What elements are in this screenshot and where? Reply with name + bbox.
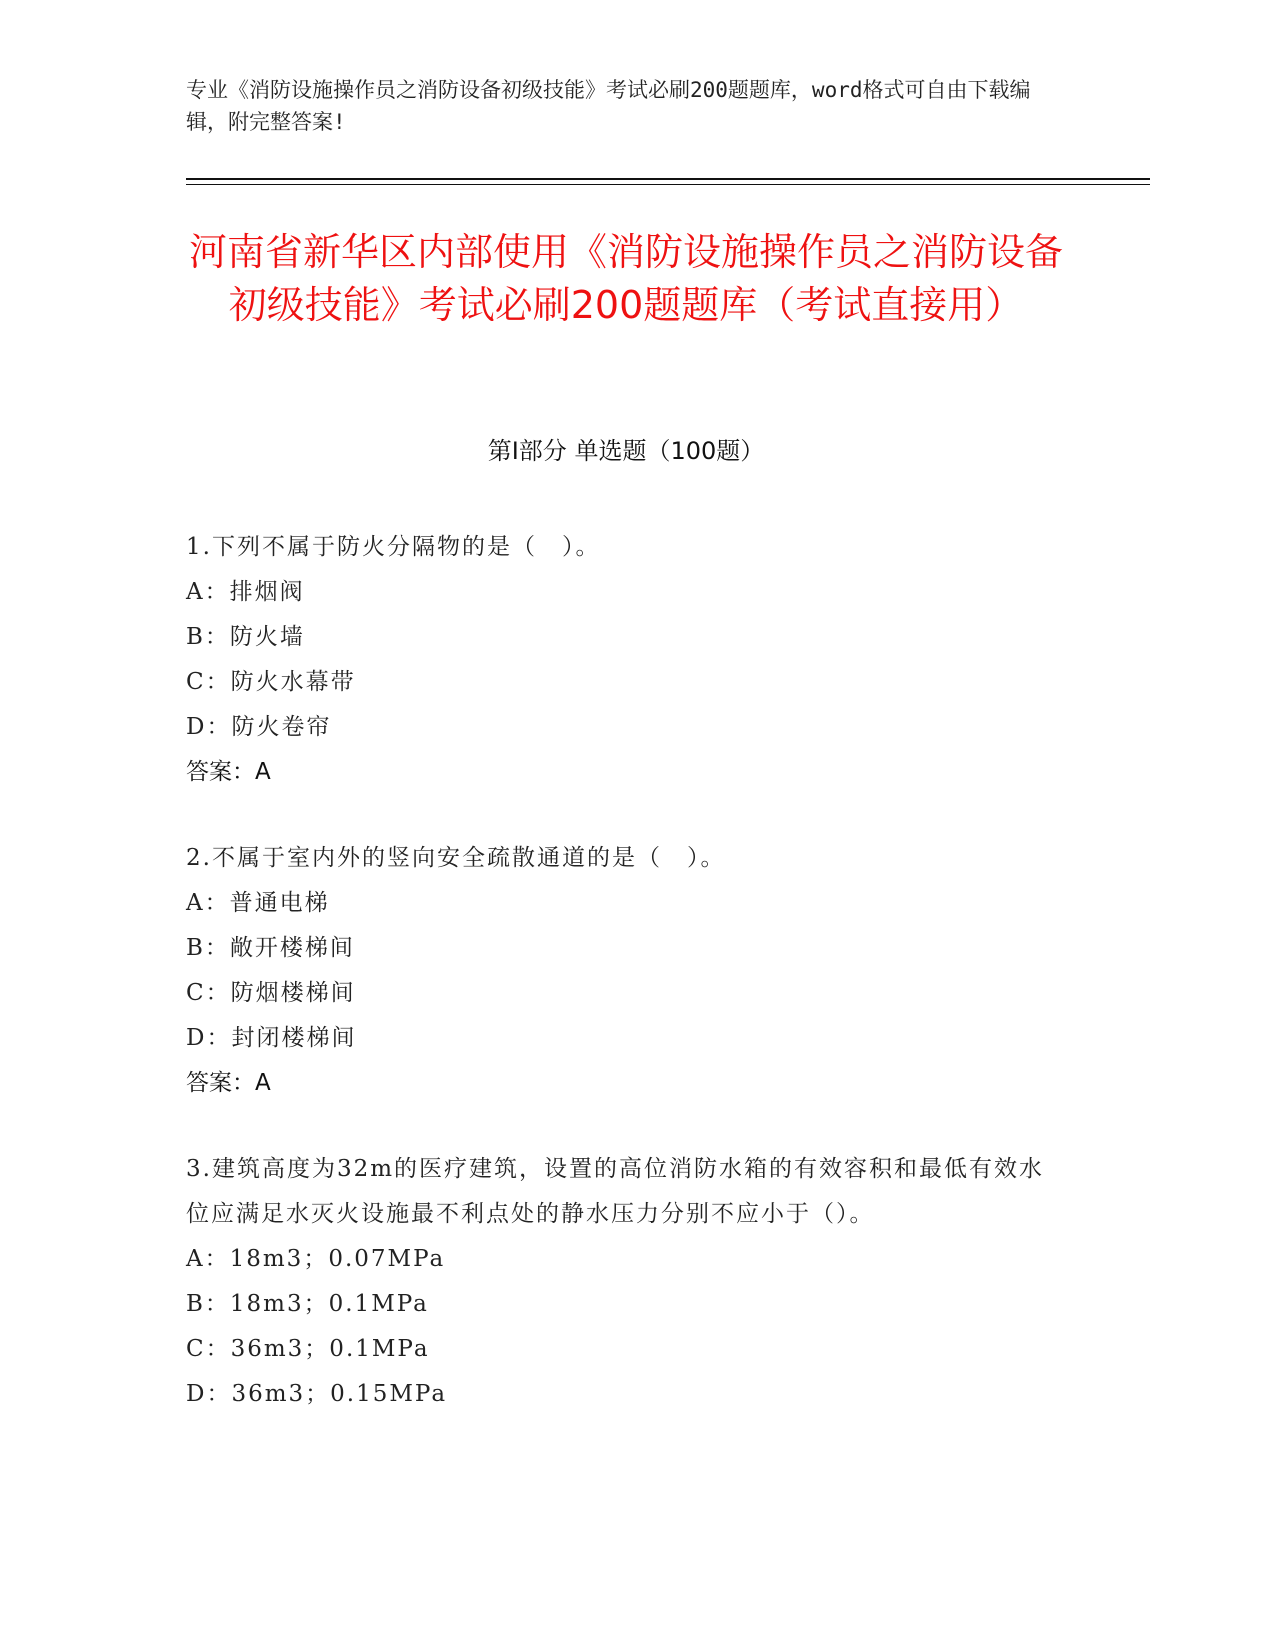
option-b: B：敞开楼梯间 bbox=[186, 935, 355, 961]
option-b: B：防火墙 bbox=[186, 624, 305, 650]
option-d: D：封闭楼梯间 bbox=[186, 1025, 357, 1051]
question-text: 3.建筑高度为32m的医疗建筑，设置的高位消防水箱的有效容积和最低有效水位应满足水灭火设施最不利点处的静水压力分别不应小于（）。 bbox=[186, 1156, 1045, 1227]
option-a: A：普通电梯 bbox=[186, 890, 330, 916]
option-d: D：36m3；0.15MPa bbox=[186, 1381, 448, 1407]
answer: 答案：A bbox=[186, 759, 271, 785]
header-rule-thin bbox=[186, 184, 1150, 185]
section-title: 第I部分 单选题（100题） bbox=[487, 437, 765, 465]
option-a: A：排烟阀 bbox=[186, 579, 305, 605]
option-b: B：18m3；0.1MPa bbox=[186, 1291, 429, 1317]
option-c: C：防烟楼梯间 bbox=[186, 980, 356, 1006]
header-rule-thick bbox=[186, 178, 1150, 180]
question-text: 1.下列不属于防火分隔物的是（ ）。 bbox=[186, 534, 601, 560]
answer: 答案：A bbox=[186, 1070, 271, 1096]
question-text: 2.不属于室内外的竖向安全疏散通道的是（ ）。 bbox=[186, 845, 726, 871]
question-1 bbox=[186, 525, 1066, 795]
option-c: C：36m3；0.1MPa bbox=[186, 1336, 430, 1362]
option-c: C：防火水幕带 bbox=[186, 669, 356, 695]
option-a: A：18m3；0.07MPa bbox=[186, 1246, 446, 1272]
question-list bbox=[186, 525, 1066, 1458]
question-2 bbox=[186, 836, 1066, 1106]
option-d: D：防火卷帘 bbox=[186, 714, 332, 740]
document-title: 河南省新华区内部使用《消防设施操作员之消防设备初级技能》考试必刷200题题库（考试直接用） bbox=[188, 230, 1063, 327]
question-3 bbox=[186, 1147, 1066, 1417]
header-note: 专业《消防设施操作员之消防设备初级技能》考试必刷200题题库，word格式可自由下载编辑，附完整答案! bbox=[186, 78, 1031, 134]
